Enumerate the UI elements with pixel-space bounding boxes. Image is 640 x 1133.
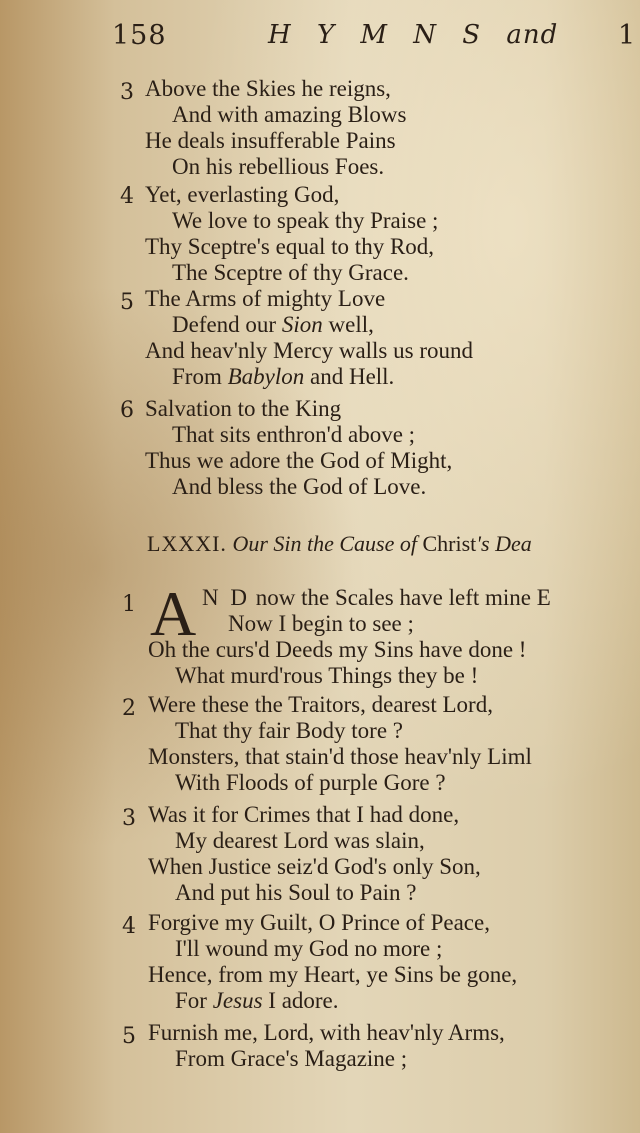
verse-line: That sits enthron'd above ;	[172, 422, 416, 447]
verse-line: And put his Soul to Pain ?	[175, 880, 417, 905]
verse-line: From Babylon and Hell.	[172, 364, 395, 389]
verse-line: When Justice seiz'd God's only Son,	[148, 854, 481, 879]
verse-line: Was it for Crimes that I had done,	[148, 802, 460, 827]
verse-number: 1	[122, 592, 136, 617]
verse-number: 4	[122, 914, 136, 939]
verse-line: Salvation to the King	[145, 396, 342, 421]
running-title-main: H Y M N S	[268, 20, 490, 50]
verse-number: 5	[120, 290, 134, 315]
page-header	[0, 20, 640, 60]
running-title	[268, 20, 558, 50]
drop-cap: A	[150, 578, 197, 649]
next-page-number: 1	[618, 20, 636, 51]
verse-number: 5	[122, 1024, 136, 1049]
verse-line: The Arms of mighty Love	[145, 286, 386, 311]
verse-line: On his rebellious Foes.	[172, 154, 385, 179]
verse-line: And with amazing Blows	[172, 102, 407, 127]
verse-line: N D now the Scales have left mine E	[202, 585, 551, 610]
verse-number: 2	[122, 696, 136, 721]
verse-line: Now I begin to see ;	[228, 611, 414, 636]
verse-line: Forgive my Guilt, O Prince of Peace,	[148, 910, 490, 935]
verse-line: And bless the God of Love.	[172, 474, 427, 499]
verse-number: 3	[120, 80, 134, 105]
verse-line: We love to speak thy Praise ;	[172, 208, 439, 233]
verse-line: Were these the Traitors, dearest Lord,	[148, 692, 493, 717]
verse-line: My dearest Lord was slain,	[175, 828, 425, 853]
verse-number: 3	[122, 806, 136, 831]
verse-line: He deals insufferable Pains	[145, 128, 396, 153]
verse-line: Above the Skies he reigns,	[145, 76, 391, 101]
verse-line: Furnish me, Lord, with heav'nly Arms,	[148, 1020, 505, 1045]
verse-line: Hence, from my Heart, ye Sins be gone,	[148, 962, 518, 987]
verse-line: Oh the curs'd Deeds my Sins have done !	[148, 637, 527, 662]
verse-number: 4	[120, 184, 134, 209]
verse-line: For Jesus I adore.	[175, 988, 339, 1013]
verse-line: And heav'nly Mercy walls us round	[145, 338, 473, 363]
verse-line: With Floods of purple Gore ?	[175, 770, 446, 795]
verse-line: What murd'rous Things they be !	[175, 663, 479, 688]
verse-line: The Sceptre of thy Grace.	[172, 260, 409, 285]
verse-line: Monsters, that stain'd those heav'nly Liml	[148, 744, 532, 769]
verse-line: Thy Sceptre's equal to thy Rod,	[145, 234, 435, 259]
hymn-title: LXXXI. Our Sin the Cause of Christ's Dea	[147, 531, 532, 556]
verse-line: Thus we adore the God of Might,	[145, 448, 453, 473]
verse-line: From Grace's Magazine ;	[175, 1046, 408, 1071]
running-title-and: and	[506, 20, 559, 50]
verse-line: I'll wound my God no more ;	[175, 936, 443, 961]
verse-line: Defend our Sion well,	[172, 312, 374, 337]
verse-line: That thy fair Body tore ?	[175, 718, 404, 743]
verse-number: 6	[120, 398, 134, 423]
verse-line: Yet, everlasting God,	[145, 182, 340, 207]
page-number: 158	[112, 20, 167, 51]
